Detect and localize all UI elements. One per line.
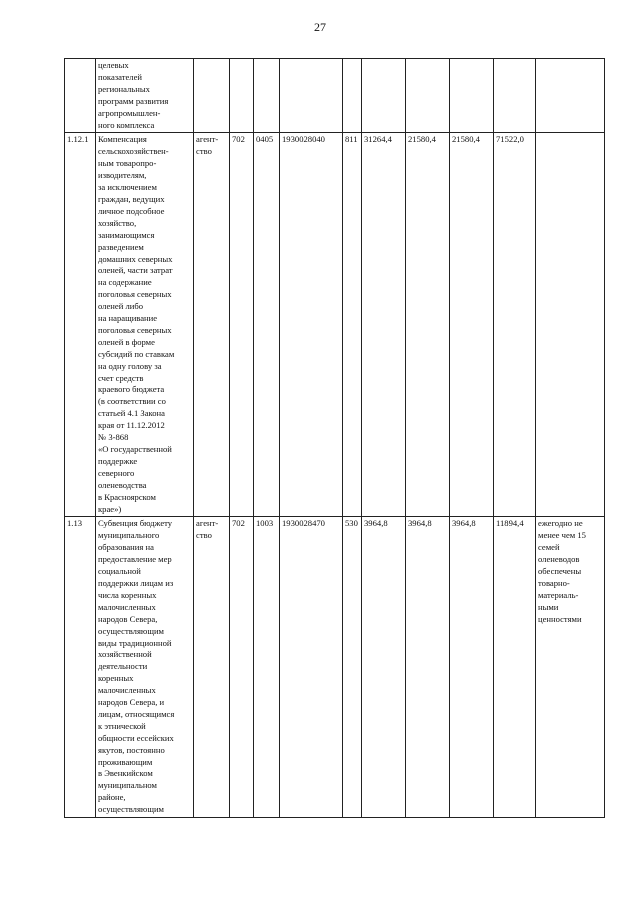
cell-grbs-code: 702 [230,133,254,517]
cell-name [96,133,194,517]
cell-name-line: якутов, постоянно [98,744,165,755]
cell-name-line: образования на [98,542,154,553]
cell-name-line: (в соответствии со [98,396,166,407]
cell-expected-result [536,59,605,133]
cell-grbs-code: 702 [230,517,254,818]
page-number: 27 [314,20,326,34]
cell-item-number [65,59,96,133]
cell-year-1: 31264,4 [362,133,406,517]
cell-name-line: предоставление мер [98,554,172,565]
cell-name-line: региональных [98,83,150,94]
cell-expected-result-line: материаль- [538,589,579,600]
cell-year-1 [362,59,406,133]
cell-name-line: Компенсация [98,134,147,145]
cell-expected-result-line: оленеводов [538,554,580,565]
cell-name-line: коренных [98,673,134,684]
cell-name-line: оленей, части затрат [98,265,173,276]
budget-table [64,58,605,818]
cell-name-line: районе, [98,792,126,803]
cell-expense-type: 530 [343,517,362,818]
cell-name-line: малочисленных [98,601,156,612]
cell-target-article: 1930028470 [280,517,343,818]
cell-expected-result [536,517,605,818]
cell-year-3 [450,59,494,133]
cell-name-line: показателей [98,71,143,82]
cell-expected-result-line: ежегодно не [538,518,583,529]
cell-expected-result-line: товарно- [538,577,570,588]
cell-name-line: занимающимся [98,229,155,240]
cell-year-3: 21580,4 [450,133,494,517]
cell-name-line: крае») [98,503,122,514]
cell-year-2 [406,59,450,133]
table-row [65,133,605,517]
cell-name-line: № 3-868 [98,432,129,443]
cell-name-line: агропромышлен- [98,107,161,118]
cell-grbs-code [230,59,254,133]
cell-name-line: программ развития [98,95,169,106]
cell-name-line: целевых [98,60,129,70]
cell-section: 1003 [254,517,280,818]
cell-expected-result-line: ценностями [538,613,582,624]
cell-name-line: поддержке [98,455,138,466]
cell-name-line: проживающим [98,756,153,767]
cell-expected-result-line: менее чем 15 [538,530,586,541]
cell-name-line: Субвенция бюджету [98,518,173,529]
cell-name-line: личное подсобное [98,205,165,216]
table-body [65,59,605,818]
cell-name-line: общности ессейских [98,732,174,743]
cell-item-number: 1.13 [65,517,96,818]
cell-name-line: поголовья северных [98,289,172,300]
cell-name-line: муниципальном [98,780,157,791]
cell-name-line: изводителям, [98,170,147,181]
cell-expected-result-line: семей [538,542,560,553]
cell-name-line: народов Севера, и [98,697,165,708]
cell-name-line: субсидий по ставкам [98,348,175,359]
cell-name-line: счет средств [98,372,144,383]
cell-name-line: виды традиционной [98,637,172,648]
cell-name-line: на содержание [98,277,152,288]
cell-name [96,59,194,133]
cell-name-line: ного комплекса [98,119,155,130]
cell-name-line: муниципального [98,530,160,541]
cell-section [254,59,280,133]
cell-name-line: к этнической [98,720,146,731]
cell-grbs-line: ство [196,146,212,157]
cell-year-1: 3964,8 [362,517,406,818]
cell-name-line: поголовья северных [98,324,172,335]
cell-name-line: деятельности [98,661,148,672]
cell-expense-type: 811 [343,133,362,517]
cell-name-line: лицам, относящимся [98,708,175,719]
cell-name-line: числа коренных [98,589,157,600]
cell-name-line: ным товаропро- [98,158,157,169]
cell-name-line: «О государственной [98,444,172,454]
cell-year-2: 3964,8 [406,517,450,818]
cell-name-line: хозяйство, [98,217,137,228]
cell-name-line: социальной [98,566,141,577]
cell-name-line: краевого бюджета [98,384,165,395]
cell-grbs-line: агент- [196,518,219,529]
cell-year-3: 3964,8 [450,517,494,818]
cell-name-line: сельскохозяйствен- [98,146,169,157]
cell-name-line: хозяйственной [98,649,152,660]
cell-target-article: 1930028040 [280,133,343,517]
table-row [65,517,605,818]
table-row [65,59,605,133]
cell-name-line: оленеводства [98,479,147,490]
cell-name-line: края от 11.12.2012 [98,420,165,431]
cell-total [494,59,536,133]
cell-name-line: народов Севера, [98,613,158,624]
cell-name-line: поддержки лицам из [98,577,174,588]
cell-name-line: на одну голову за [98,360,162,371]
cell-grbs [194,59,230,133]
cell-expected-result-line: ными [538,601,559,612]
cell-target-article [280,59,343,133]
cell-name-line: граждан, ведущих [98,193,165,204]
cell-name-line: статьей 4.1 Закона [98,408,165,419]
cell-name-line: за исключением [98,182,157,193]
cell-name-line: оленей либо [98,301,144,312]
cell-total: 71522,0 [494,133,536,517]
cell-grbs [194,133,230,517]
cell-name-line: осуществляющим [98,625,164,636]
cell-item-number: 1.12.1 [65,133,96,517]
cell-name-line: северного [98,467,135,478]
cell-name-line: осуществляющим [98,804,164,815]
cell-expected-result [536,133,605,517]
cell-name-line: малочисленных [98,685,156,696]
cell-name-line: разведением [98,241,144,252]
cell-total: 11894,4 [494,517,536,818]
cell-name-line: домашних северных [98,253,173,264]
cell-name-line: на наращивание [98,313,158,324]
cell-year-2: 21580,4 [406,133,450,517]
cell-name-line: в Эвенкийском [98,768,153,779]
cell-grbs-line: агент- [196,134,219,145]
cell-grbs-line: ство [196,530,212,541]
cell-expense-type [343,59,362,133]
cell-name [96,517,194,818]
cell-name-line: в Красноярском [98,491,156,502]
cell-grbs [194,517,230,818]
cell-expected-result-line: обеспечены [538,566,582,577]
cell-name-line: оленей в форме [98,336,155,347]
cell-section: 0405 [254,133,280,517]
